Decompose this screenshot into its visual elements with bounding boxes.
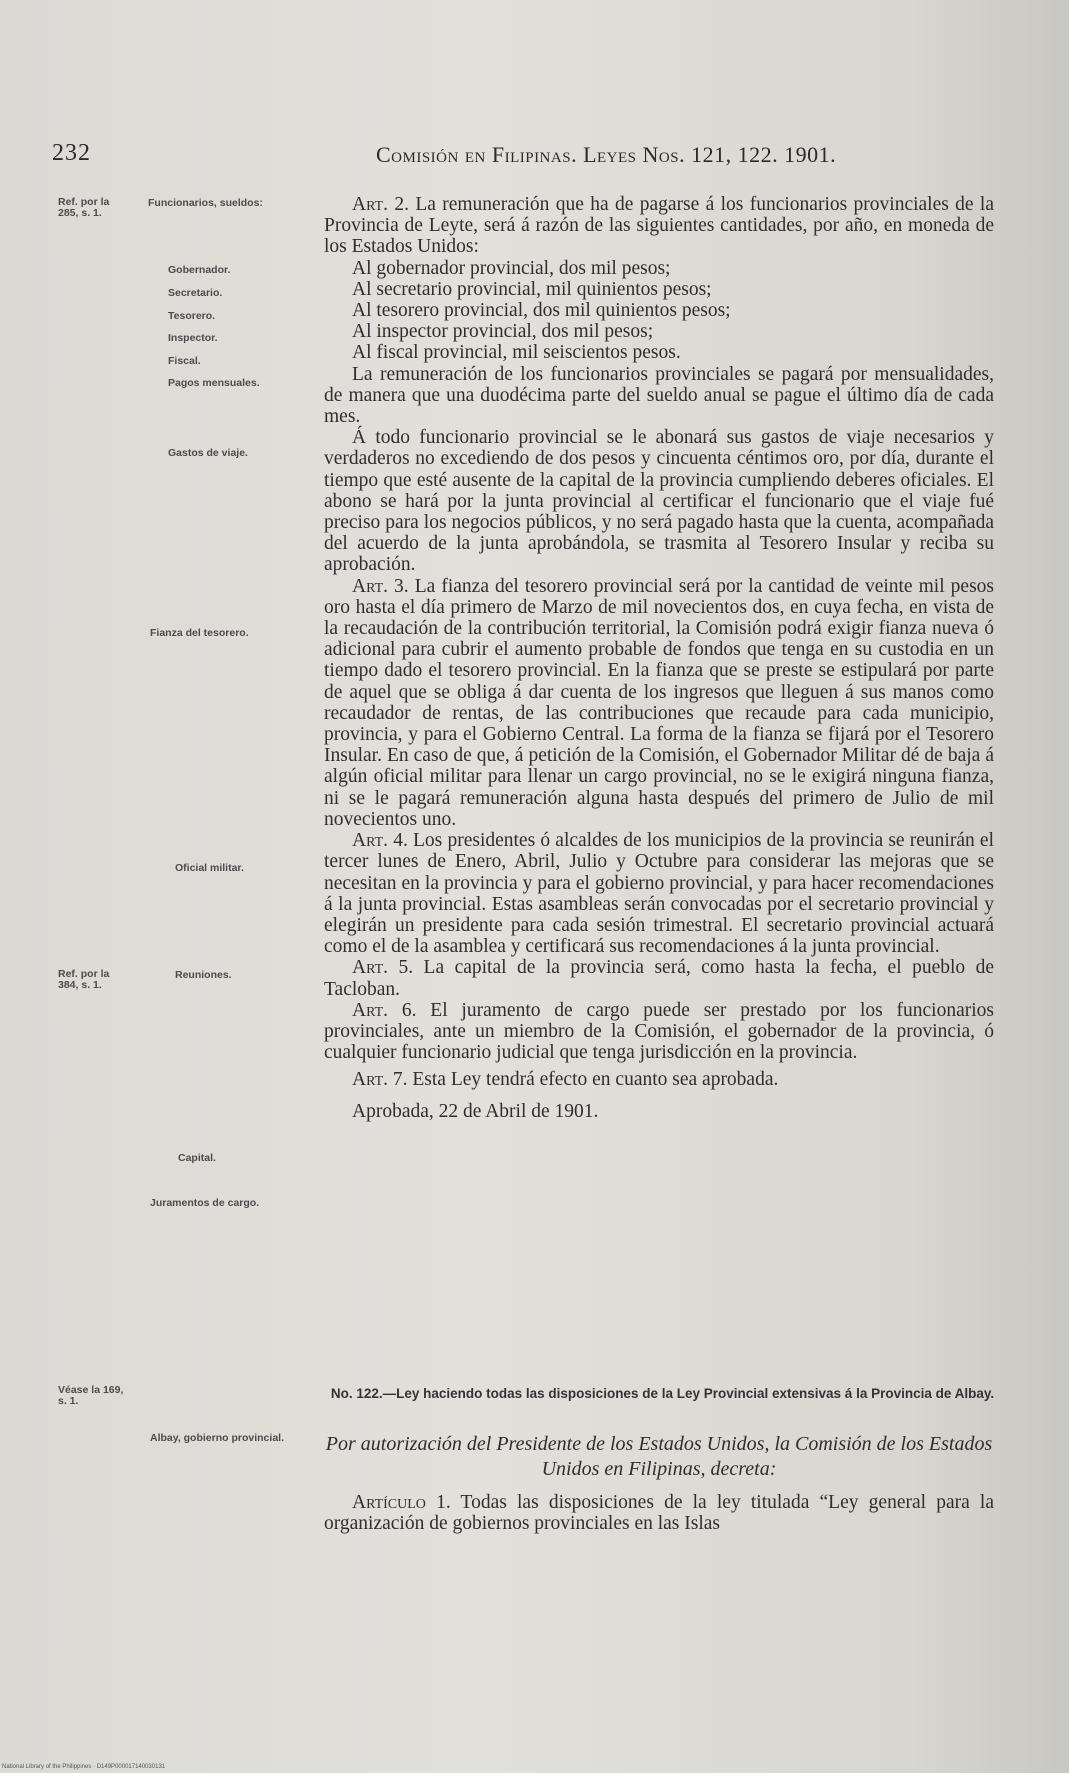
margin-note: Tesorero.: [168, 310, 216, 322]
cross-reference: Véase la 169, s. 1.: [58, 1384, 124, 1407]
margin-note: Fiscal.: [168, 355, 201, 367]
margin-note: Capital.: [178, 1152, 216, 1164]
salary-item: Al gobernador provincial, dos mil pesos;: [352, 257, 671, 279]
paragraph-text: Los presidentes ó alcaldes de los municipios de la provincia se reunirán el tercer lunes de Enero, Abril, Julio y Octubre para considerar las mejoras que se necesitan en la provincia y para el gobierno provincial, y para hacer recomendaciones á la junta provincial. Estas asambleas serán convocadas por el secretario provincial y elegirán un presidente para cada sesión trimestral. El secretario provincial actuará como el de la asamblea y certificará sus recomendaciones á la junta provincial.: [324, 830, 994, 958]
article-label: Art. 4.: [352, 830, 408, 852]
article-label: Art. 3.: [352, 575, 409, 597]
paragraph-text: Todas las disposiciones de la ley titulada “Ley general para la organización de gobiernos provinciales en las Islas: [324, 1492, 995, 1535]
paragraph-text: Esta Ley tendrá efecto en cuanto sea aprobada.: [412, 1069, 779, 1091]
article-3: [324, 576, 994, 830]
law-121-body: [324, 194, 994, 1122]
paragraph-text: La capital de la provincia será, como hasta la fecha, el pueblo de Tacloban.: [324, 957, 994, 1000]
paragraph-pagos: La remuneración de los funcionarios provinciales se pagará por mensualidades, de manera que una duodécima parte del sueldo anual se pague el último día de cada mes.: [324, 363, 994, 428]
article-6: [324, 1000, 994, 1064]
article-2: [324, 194, 994, 258]
margin-note: Pagos mensuales.: [168, 377, 260, 389]
paragraph-text: La remuneración que ha de pagarse á los funcionarios provinciales de la Provincia de Leyte, será á razón de las siguientes cantidades, por año, en moneda de los Estados Unidos:: [324, 194, 995, 258]
scan-footer: National Library of the Philippines · D149P000017140030131: [2, 1764, 166, 1770]
margin-note: Fianza del tesorero.: [150, 627, 249, 639]
article-5: [324, 957, 994, 999]
article-label: Art. 7.: [352, 1069, 408, 1091]
margin-note: Gastos de viaje.: [168, 447, 248, 459]
article-7: [324, 1069, 994, 1090]
salary-item: Al tesorero provincial, dos mil quinientos pesos;: [352, 300, 731, 322]
page-number: 232: [52, 140, 91, 166]
running-title: Comisión en Filipinas. Leyes Nos. 121, 122. 1901.: [376, 142, 837, 167]
margin-note: Inspector.: [168, 332, 218, 344]
margin-note: Funcionarios, sueldos:: [148, 197, 263, 209]
salary-item: Al fiscal provincial, mil seiscientos pesos.: [352, 342, 681, 364]
paragraph-text: El juramento de cargo puede ser prestado por los funcionarios provinciales, ante un miembro de la Comisión, el gobernador de la provincia, ó cualquier funcionario judicial que tenga jurisdicción en la provincia.: [324, 999, 994, 1064]
cross-reference: Ref. por la 384, s. 1.: [58, 968, 110, 991]
margin-note: Albay, gobierno provincial.: [150, 1432, 284, 1444]
article-label: Art. 2.: [352, 194, 409, 215]
paragraph-text: La fianza del tesorero provincial será por la cantidad de veinte mil pesos oro hasta el día primero de Marzo de mil novecientos dos, en cuya fecha, en vista de la recaudación de la contribución territorial, la Comisión podrá exigir fianza nueva ó adicional para cubrir el aumento probable de fondos que tenga en su custodia en un tiempo dado el tesorero provincial. En la fianza que se preste se estipulará por parte de aquel que se obliga á dar cuenta de los ingresos que lleguen á sus manos como recaudador de rentas, de las contribuciones que recaude para cada municipio, provincia, y para el Gobierno Central. La forma de la fianza se fijará por el Tesorero Insular. En caso de que, á petición de la Comisión, el Gobernador Militar dé de baja á algún oficial militar para llenar un cargo provincial, no se le exigirá ninguna fianza, ni se le pagará remuneración alguna hasta después del primero de Julio de mil novecientos uno.: [324, 575, 995, 830]
approval-date: Aprobada, 22 de Abril de 1901.: [352, 1100, 599, 1122]
margin-note: Reuniones.: [175, 969, 232, 981]
cross-reference: Ref. por la 285, s. 1.: [58, 196, 110, 219]
law-122-title: No. 122.—Ley haciendo todas las disposiciones de la Ley Provincial extensivas á la Provincia de Albay.: [330, 1386, 995, 1401]
article-label: Art. 5.: [352, 957, 414, 979]
margin-note: Secretario.: [168, 287, 223, 299]
margin-note: Gobernador.: [168, 264, 231, 276]
law-122-body: [324, 1492, 994, 1534]
salary-item: Al secretario provincial, mil quinientos pesos;: [352, 278, 712, 300]
salary-item: Al inspector provincial, dos mil pesos;: [352, 321, 654, 343]
article-label: Art. 6.: [352, 999, 417, 1021]
margin-note: Oficial militar.: [175, 862, 244, 874]
article-1: [324, 1492, 994, 1534]
margin-note: Juramentos de cargo.: [150, 1197, 260, 1209]
paragraph-gastos: Á todo funcionario provincial se le abonará sus gastos de viaje necesarios y verdaderos no excediendo de dos pesos y cincuenta céntimos oro, por día, durante el tiempo que esté ausente de la capital de la provincia cumpliendo deberes oficiales. El abono se hará por la junta provincial al certificar el funcionario que el viaje fué preciso para los negocios públicos, y no será pagado hasta que la cuenta, acompañada del acuerdo de la junta aprobándola, se trasmita al Tesorero Insular y reciba su aprobación.: [324, 427, 994, 576]
preamble: Por autorización del Presidente de los Estados Unidos, la Comisión de los Estados Unidos en Filipinas, decreta:: [325, 1433, 993, 1480]
article-label: Artículo 1.: [352, 1492, 451, 1513]
article-4: [324, 830, 994, 957]
